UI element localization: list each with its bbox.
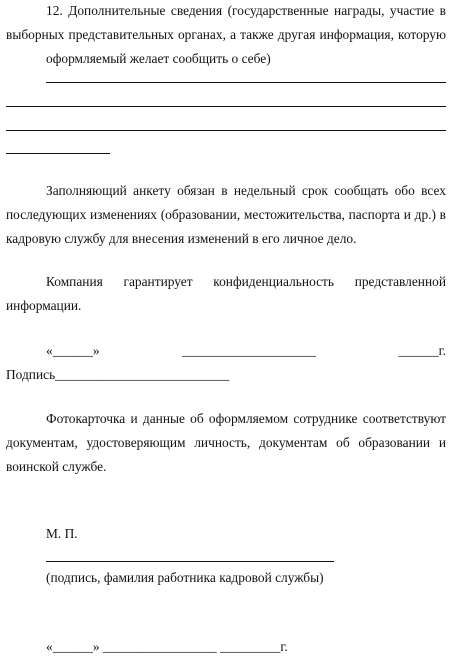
date-day-field[interactable]: «______»: [46, 343, 100, 358]
photo-notice-line2: документам, удостоверяющим личность, документам об образовании и: [6, 435, 446, 450]
photo-notice-line3: воинской службе.: [6, 459, 107, 474]
guarantee-line1: Компания гарантирует конфиденциальность представленной: [46, 274, 446, 289]
signature-field[interactable]: Подпись__________________________: [6, 367, 230, 382]
hr-signature-line[interactable]: [46, 561, 334, 562]
fill-line-1[interactable]: [46, 82, 446, 83]
date-row-2[interactable]: «______» _________________ _________г.: [46, 639, 288, 654]
date-month-field[interactable]: ____________________: [182, 343, 316, 358]
photo-notice-line1: Фотокарточка и данные об оформляемом сотруднике соответствуют: [46, 411, 446, 426]
section12-line1: 12. Дополнительные сведения (государственные награды, участие в: [46, 3, 446, 18]
section12-line2: выборных представительных органах, а также другая информация, которую: [6, 27, 446, 42]
guarantee-line2: информации.: [6, 298, 82, 313]
section12-line3: оформляемый желает сообщить о себе): [46, 51, 271, 66]
date-row: [46, 343, 446, 359]
fill-line-2[interactable]: [6, 106, 446, 107]
fill-line-3[interactable]: [6, 130, 446, 131]
notice-line3: кадровую службу для внесения изменений в его личное дело.: [6, 231, 357, 246]
notice-line2: последующих изменениях (образовании, местожительства, паспорта и др.) в: [6, 207, 446, 222]
notice-line1: Заполняющий анкету обязан в недельный срок сообщать обо всех: [46, 183, 446, 198]
stamp-label: М. П.: [46, 526, 78, 541]
fill-line-4[interactable]: [6, 153, 110, 154]
date-year-field[interactable]: ______г.: [398, 343, 446, 358]
hr-signature-caption: (подпись, фамилия работника кадровой службы): [46, 570, 324, 585]
